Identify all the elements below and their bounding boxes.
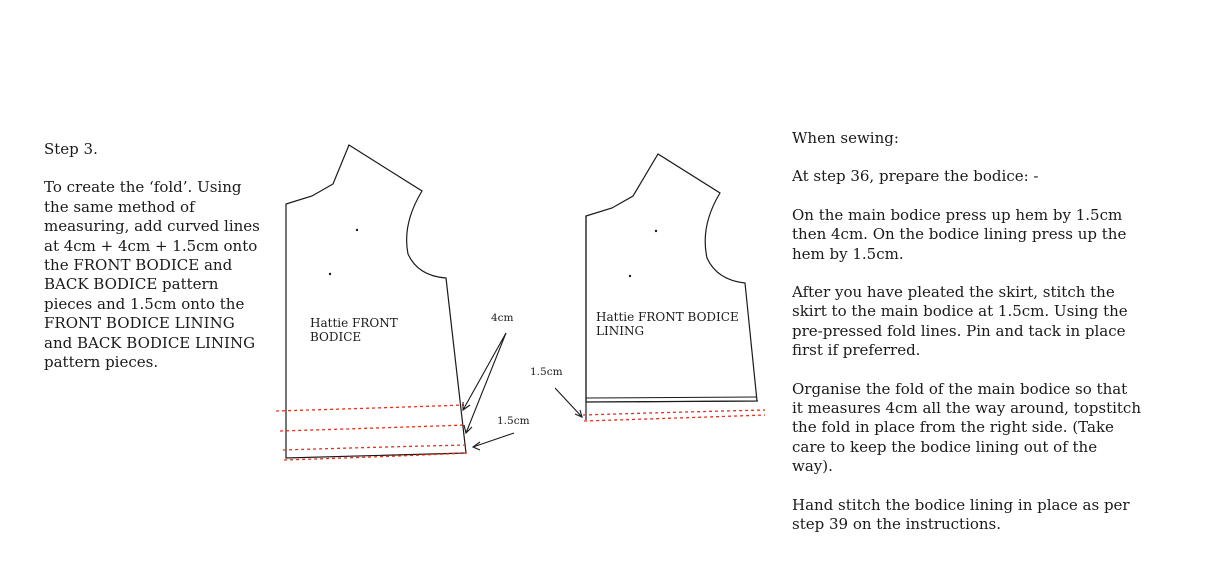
right-instructions [792,129,1142,535]
sewing-paragraph: On the main bodice press up hem by 1.5cm then 4cm. On the bodice lining press up the hem by 1.5cm. [792,205,1127,263]
front-bodice-dot [329,273,331,275]
step-heading: Step 3. [44,140,98,158]
fold-line [280,425,466,431]
front-bodice-label-line2: BODICE [310,330,362,344]
sewing-paragraph: At step 36, prepare the bodice: - [792,167,1039,186]
front-bodice-dot [356,229,358,231]
arrow-1-5cm-front [473,433,514,450]
sewing-paragraph: Hand stitch the bodice lining in place as per step 39 on the instructions. [792,495,1130,534]
step-body: To create the ‘fold’. Using the same method of measuring, add curved lines at 4cm + 4cm + 1.5cm onto the FRONT BODICE and BACK BODICE pattern pieces and 1.5cm onto the FRONT BODICE LINING and BACK BODICE LINING pattern pieces. [44,178,260,372]
fold-line [276,405,464,411]
lining-bodice-dot [655,230,657,232]
measure-4cm-label: 4cm [491,312,514,324]
lining-label-line2: LINING [596,324,645,338]
arrow-1-5cm-lining [555,388,582,417]
front-fold-lines [276,405,467,460]
lining-hem-line [586,401,758,402]
fold-line [283,445,467,450]
fold-line [584,415,765,421]
sewing-paragraph: Organise the fold of the main bodice so that it measures 4cm all the way around, topstitch the fold in place from the right side. (Take care to keep the bodice lining out of the way). [792,379,1141,476]
lining-bodice-outline [586,154,757,402]
measure-1-5cm-front-label: 1.5cm [497,415,530,427]
front-bodice-label-line1: Hattie FRONT [310,316,398,330]
lining-hem-line [586,397,757,398]
sewing-heading: When sewing: [792,129,899,147]
fold-line [583,410,765,415]
lining-fold-lines [583,410,765,421]
measure-1-5cm-lining-label: 1.5cm [530,366,563,378]
sewing-paragraph: After you have pleated the skirt, stitch the skirt to the main bodice at 1.5cm. Using the pre-pressed fold lines. Pin and tack in place first if preferred. [792,283,1128,360]
lining-label-line1: Hattie FRONT BODICE [596,310,739,324]
front-bodice-outline [286,145,466,458]
lining-bodice-dot [629,275,631,277]
